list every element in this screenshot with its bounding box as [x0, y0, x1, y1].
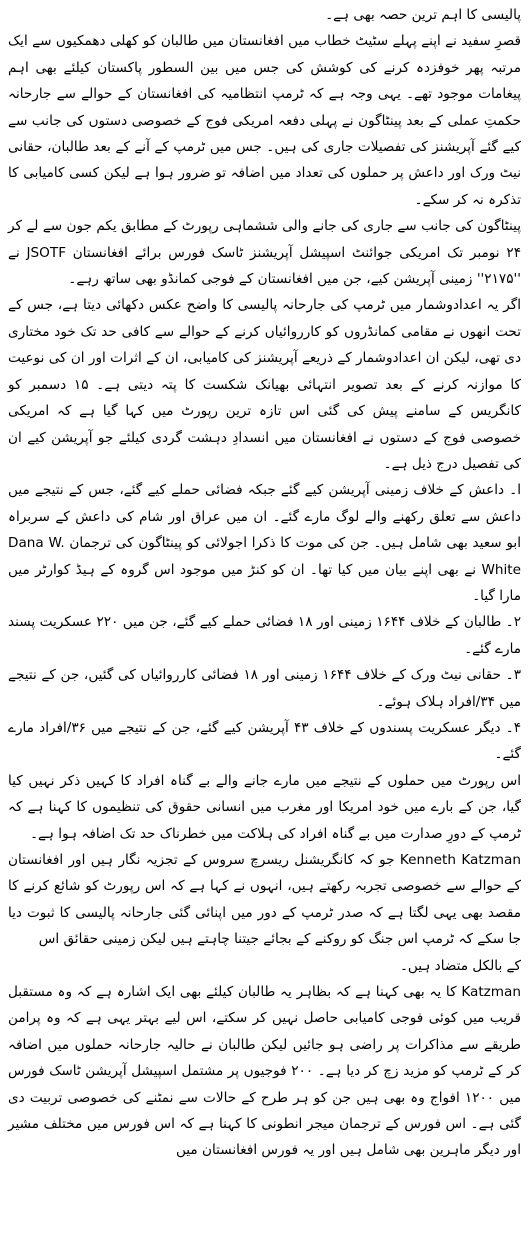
- paragraph: Katzman کا یہ بھی کہنا ہے کہ بظاہر یہ طالبان کیلئے بھی ایک اشارہ ہے کہ وہ مستقبل قریب میں کوئی فوجی کامیابی حاصل نہیں کر سکتے، اس لیے بہتر یہی ہے کہ وہ پرامن طریقے سے مذاکرات پر راضی ہو جائیں لیکن طالبان نے حالیہ جارحانہ حملوں میں اضافہ کر کے ٹرمپ کو مزید زچ کر دیا ہے۔ ۲۰۰ فوجیوں پر مشتمل اسپیشل آپریشن ٹاسک فورس میں ۱۲۰۰ افواج وہ بھی ہیں جن کو ہر طرح کے حالات سے نمٹنے کی خصوصی تربیت دی گئی ہے۔ اس فورس کے ترجمان میجر انطونی کا کہنا ہے کہ اس فورس میں مختلف مشیر اور دیگر ماہرین بھی شامل ہیں اور یہ فورس افغانستان میں: [8, 984, 521, 1159]
- paragraph: پینٹاگون کی جانب سے جاری کی جانے والی ششماہی رپورٹ کے مطابق یکم جون سے لے کر ۲۴ نومبر تک امریکی جوائنٹ اسپیشل آپریشنز ٹاسک فورس برائے افغانستان JSOTF نے ''۲۱۷۵'' زمینی آپریشن کیے، جن میں افغانستان کے فوجی کمانڈو بھی ساتھ رہے۔: [8, 218, 521, 288]
- paragraph: اگر یہ اعدادوشمار میں ٹرمپ کی جارحانہ پالیسی کا واضح عکس دکھائی دیتا ہے، جس کے تحت انھوں نے مقامی کمانڈروں کو کارروائیاں کرنے کے حوالے سے کافی حد تک خود مختاری دی تھی، لیکن ان اعدادوشمار کے ذریعے آپریشنز کی کامیابی، ان کے اثرات اور ان کی نوعیت کا موازنہ کرنے کے بعد تصویر انتہائی بھیانک شکست کا پتہ دیتی ہے۔ ۱۵ دسمبر کو کانگریس کے سامنے پیش کی گئی اس تازہ ترین رپورٹ میں کہا گیا ہے کہ امریکی خصوصی فوج کے دستوں نے افغانستان میں انسدادِ دہشت گردی کیلئے جو آپریشن کیے ان کی تفصیل درج ذیل ہے۔: [8, 297, 521, 472]
- paragraph: کے بالکل متضاد ہیں۔: [399, 957, 521, 974]
- paragraph: پالیسی کا اہم ترین حصہ بھی ہے۔: [325, 7, 521, 23]
- paragraph: قصرِ سفید نے اپنے پہلے سٹیٹ خطاب میں افغانستان میں طالبان کو کھلی دھمکیوں سے ایک مرتبہ پھر خوفزدہ کرنے کی کوشش کی جس میں بین السطور پاکستان کیلئے بھی اہم پیغامات موجود تھے۔ یہی وجہ ہے کہ ٹرمپ انتظامیہ کی افغانستان کے حوالے سے جارحانہ حکمتِ عملی کے بعد پینٹاگون نے پہلی دفعہ امریکی فوج کے خصوصی دستوں کی جانب سے کیے گئے آپریشنز کی تفصیلات جاری کی ہیں۔ جس میں ٹرمپ کے آنے کے بعد طالبان، حقانی نیٹ ورک اور داعش پر حملوں کی تعداد میں اضافہ تو ضرور ہوا ہے لیکن کسی کامیابی کا تذکرہ نہ کر سکے۔: [8, 33, 521, 208]
- paragraph: ۳۔ حقانی نیٹ ورک کے خلاف ۱۶۴۴ زمینی اور ۱۸ فضائی کارروائیاں کی گئیں، جن کے نتیجے میں ۳۴/افراد ہلاک ہوئے۔: [8, 667, 522, 710]
- paragraph: اس رپورٹ میں حملوں کے نتیجے میں مارے جانے والے بے گناہ افراد کا کہیں ذکر نہیں کیا گیا، جن کے بارے میں خود امریکا اور مغرب میں انسانی حقوق کی تنظیموں کا کہنا ہے کہ ٹرمپ کے دورِ صدارت میں بے گناہ افراد کی ہلاکت میں خطرناک حد تک اضافہ ہوا ہے۔: [8, 772, 521, 842]
- paragraph: ا۔ داعش کے خلاف زمینی آپریشن کیے گئے جبکہ فضائی حملے کیے گئے، جس کے نتیجے میں داعش سے تعلق رکھنے والے لوگ مارے گئے۔ ان میں عراق اور شام کی داعش کے سربراہ ابو سعید بھی شامل ہیں۔ جن کی موت کا ذکرا اجولائی کو پینٹاگون کی ترجمان Dana W. White نے بھی اپنے بیان میں کیا تھا۔ ان کو کنڑ میں موجود اس گروہ کے ہیڈ کوارٹر میں مارا گیا۔: [8, 482, 521, 604]
- paragraph: ۴۔ دیگر عسکریت پسندوں کے خلاف ۴۳ آپریشن کیے گئے، جن کے نتیجے میں ۳۶/افراد مارے گئے۔: [8, 719, 521, 763]
- paragraph: Kenneth Katzman جو کہ کانگریشنل ریسرچ سروس کے تجزیہ نگار ہیں اور افغانستان کے حوالے سے خصوصی تجربہ رکھتے ہیں، انہوں نے کہا ہے کہ اس رپورٹ کو شائع کرنے کا مقصد بھی یہی لگتا ہے کہ صدر ٹرمپ کے دور میں اپنائی گئی جارحانہ پالیسی کا ثبوت دیا جا سکے کہ ٹرمپ اس جنگ کو روکنے کے بجائے جیتنا چاہتے ہیں لیکن زمینی حقائق اس: [8, 852, 521, 948]
- paragraph: ۲۔ طالبان کے خلاف ۱۶۴۴ زمینی اور ۱۸ فضائی حملے کیے گئے، جن میں ۲۲۰ عسکریت پسند مارے گئے۔: [8, 614, 522, 657]
